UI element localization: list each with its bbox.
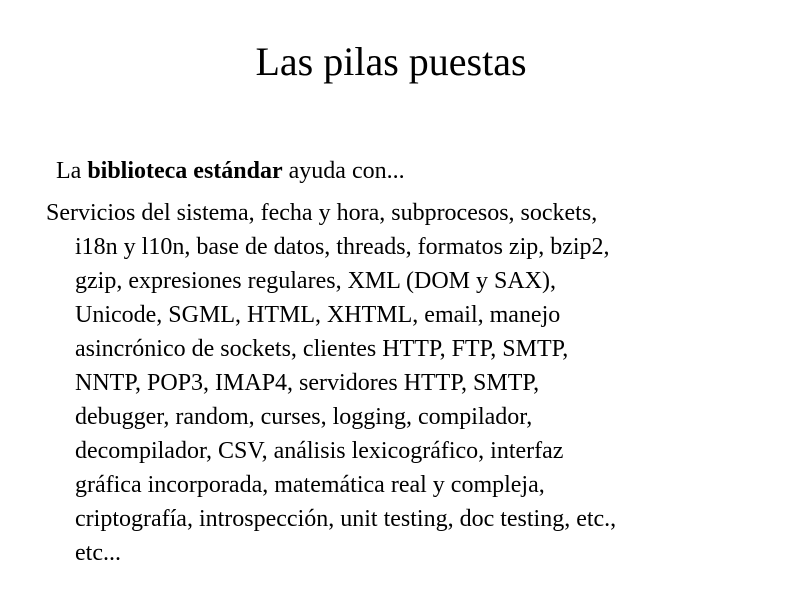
intro-line <box>56 154 405 188</box>
body-line: etc... <box>75 540 121 566</box>
body-paragraph <box>46 196 736 570</box>
body-line: Unicode, SGML, HTML, XHTML, email, manejo <box>75 302 561 328</box>
body-line: Servicios del sistema, fecha y hora, subprocesos, sockets, <box>46 200 598 226</box>
intro-bold-term: biblioteca estándar <box>87 158 283 184</box>
body-line: i18n y l10n, base de datos, threads, formatos zip, bzip2, <box>75 234 610 260</box>
body-line: gráfica incorporada, matemática real y compleja, <box>75 472 545 498</box>
body-line: asincrónico de sockets, clientes HTTP, FTP, SMTP, <box>75 336 569 362</box>
slide-title: Las pilas puestas <box>255 39 527 84</box>
body-line: criptografía, introspección, unit testing, doc testing, etc., <box>75 506 617 532</box>
intro-suffix: ayuda con... <box>282 158 405 184</box>
intro-prefix: La <box>56 158 88 184</box>
body-line: debugger, random, curses, logging, compilador, <box>75 404 533 430</box>
body-line: decompilador, CSV, análisis lexicográfico, interfaz <box>75 438 564 464</box>
body-line: NNTP, POP3, IMAP4, servidores HTTP, SMTP, <box>75 370 540 396</box>
body-line: gzip, expresiones regulares, XML (DOM y SAX), <box>75 268 557 294</box>
